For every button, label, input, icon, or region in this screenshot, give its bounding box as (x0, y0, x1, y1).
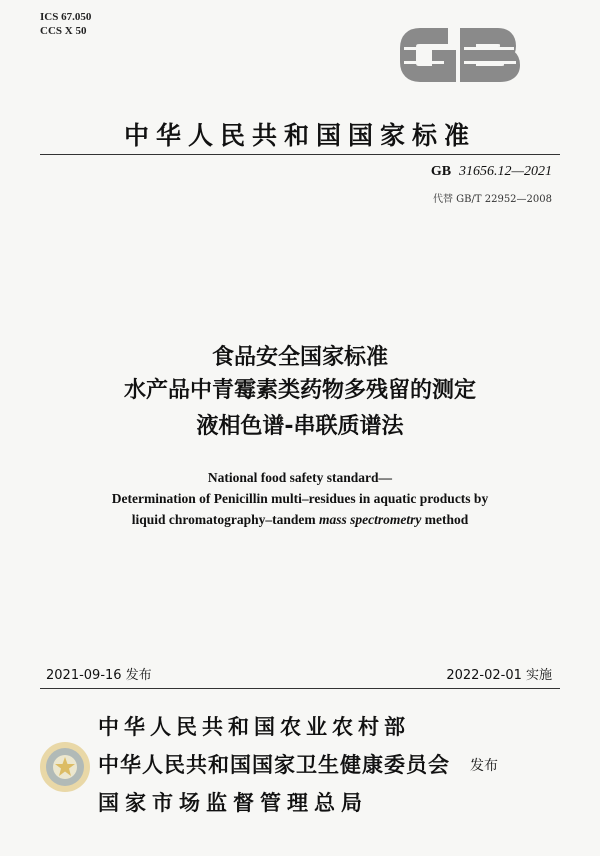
top-divider (40, 154, 560, 155)
standard-number (431, 164, 552, 180)
ics-code: ICS 67.050 (40, 11, 92, 23)
national-standard-heading: 中华人民共和国国家标准 (123, 121, 476, 150)
classification-codes (40, 10, 91, 38)
title-en-line3-italic: mass spectrometry (319, 512, 422, 527)
replaces-standard: 代替 GB/T 22952—2008 (433, 194, 552, 205)
ccs-code: CCS X 50 (40, 25, 87, 37)
title-zh-line2: 水产品中青霉素类药物多残留的测定 (123, 378, 476, 403)
gb-prefix: GB (430, 164, 452, 179)
title-zh-line1: 食品安全国家标准 (211, 345, 388, 370)
issuer-ministry-agriculture: 中华人民共和国农业农村部 (98, 715, 410, 739)
title-en-line3-c: method (421, 512, 469, 527)
issue-date: 2021-09-16 发布 (46, 668, 152, 683)
bottom-divider (40, 688, 560, 689)
gb-number: 31656.12—2021 (459, 164, 552, 179)
title-en-line1: National food safety standard— (207, 470, 393, 485)
title-zh-line3: 液相色谱-串联质谱法 (196, 414, 404, 439)
title-en-line3 (0, 509, 600, 530)
title-en-line2: Determination of Penicillin multi–residues in aquatic products by (111, 491, 489, 506)
effective-date: 2022-02-01 实施 (446, 668, 552, 683)
issue-label: 发布 (470, 758, 498, 774)
gb-logo (398, 20, 522, 90)
title-en-line3-a: liquid chromatography–tandem (131, 512, 320, 527)
emblem-seal-icon (38, 740, 92, 794)
issuer-market-regulation: 国家市场监督管理总局 (98, 791, 368, 815)
issuer-health-commission: 中华人民共和国国家卫生健康委员会 (98, 753, 450, 777)
